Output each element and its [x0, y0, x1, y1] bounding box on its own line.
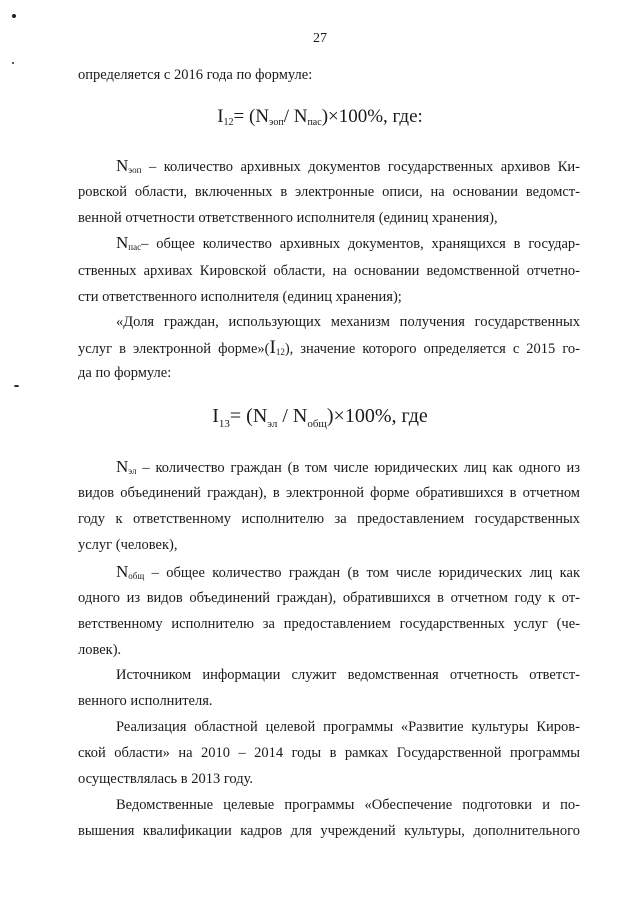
text-line: одного из видов объединений граждан), обратившихся в отчетном году к от- — [78, 590, 580, 606]
text-line: осуществлялась в 2013 году. — [78, 771, 254, 787]
page-number: 27 — [313, 31, 327, 46]
text-line: году к ответственному исполнителю за предоставлением государственных — [78, 511, 580, 527]
text-line: Реализация областной целевой программы «Развитие культуры Киров- — [116, 719, 580, 735]
text-line: Ведомственные целевые программы «Обеспечение подготовки и по- — [116, 797, 580, 813]
text-line: да по формуле: — [78, 365, 172, 381]
scan-speck — [14, 385, 19, 387]
text-line: ровской области, включенных в электронные описи, на основании ведомст- — [78, 184, 580, 200]
text-line: услуг (человек), — [78, 537, 178, 553]
text-line: ской области» на 2010 – 2014 годы в рамках Государственной программы — [78, 745, 580, 761]
text-line: определяется с 2016 года по формуле: — [78, 67, 313, 83]
text-line: сти ответственного исполнителя (единиц хранения); — [78, 289, 402, 305]
formula-i13: $I_{13}= (N_{эл} / N_{общ})\times 100\%$, где — [212, 405, 428, 430]
text-line: венного исполнителя. — [78, 693, 213, 709]
text-line: вышения квалификации кадров для учреждений культуры, дополнительного — [78, 823, 580, 839]
scan-speck — [12, 14, 16, 18]
scan-speck — [12, 62, 14, 64]
text-line: видов объединений граждан), в электронной форме обратившихся в отчетном — [78, 485, 580, 501]
text-line: венной отчетности ответственного исполнителя (единиц хранения), — [78, 210, 498, 226]
formula-i12: $I_{12}= (N_{эоп}/$ $N_{пас})\times 100\%$, где: — [217, 106, 423, 128]
text-line: услуг в электронной $форме»(I_{12})$, значение которого определяется с 2015 го- — [78, 337, 580, 358]
text-line: ловек). — [78, 642, 122, 658]
text-line: «Доля граждан, использующих механизм получения государственных — [116, 314, 580, 330]
text-line: $N_{пас}-$ общее количество архивных документов, хранящихся в государ- — [116, 233, 580, 252]
text-line: $N_{эл}$ – количество граждан (в том числе юридических лиц как одного из — [116, 457, 580, 476]
text-line: $N_{эоп}$ – количество архивных документов государственных архивов Ки- — [116, 156, 580, 175]
text-line: ветственному исполнителю за предоставлением государственных услуг (че- — [78, 616, 580, 632]
text-line: $N_{общ}$ – общее количество граждан (в том числе юридических лиц как — [116, 562, 580, 581]
text-line: Источником информации служит ведомственная отчетность ответст- — [116, 667, 580, 683]
text-line: ственных архивах Кировской области, на основании ведомственной отчетно- — [78, 263, 580, 279]
